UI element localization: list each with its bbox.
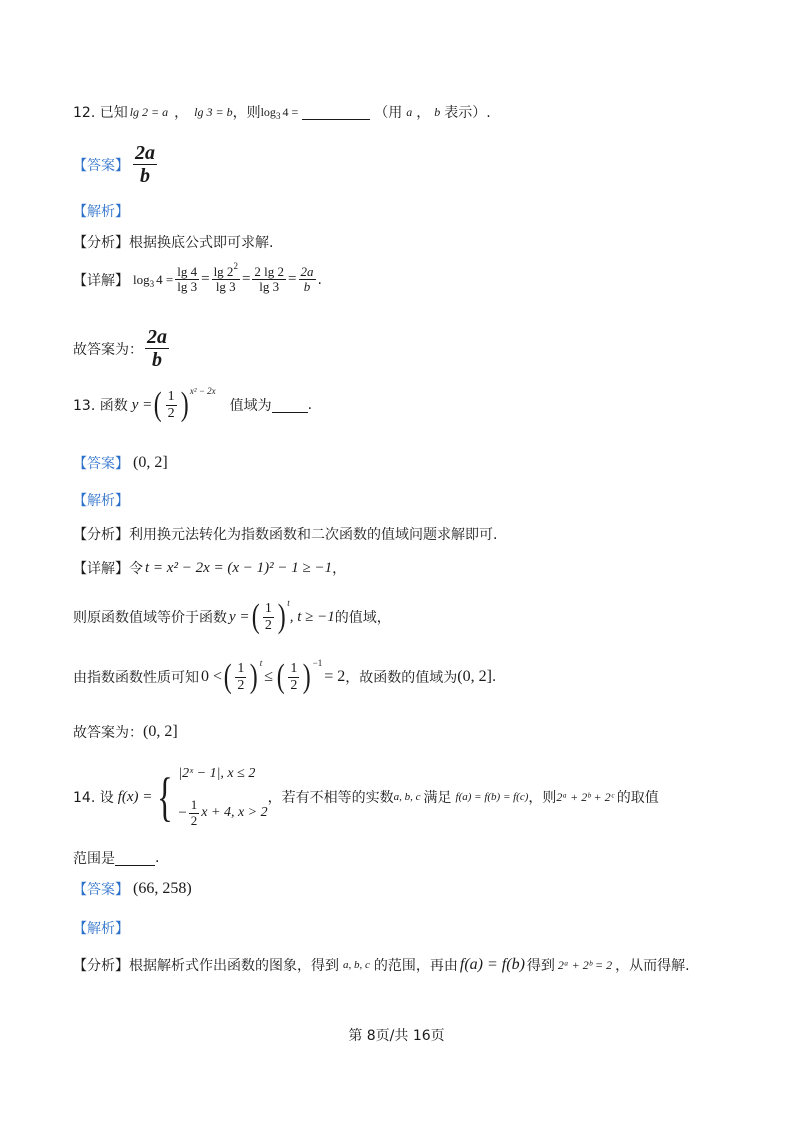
q13-line3-range: (0, 2] [457,668,492,685]
q12-final-num: 2a [147,326,167,348]
q12-question: 12. 已知 lg 2 = a ， lg 3 = b ，则 log 3 4 = （用 a ， b 表示）. [73,102,491,122]
q13-line2-half [263,601,274,633]
q14-answer-value: (66, 258) [133,880,192,897]
q12-answer-num: 2a [135,142,155,164]
q12-answer [73,142,159,187]
q13-line3-pre: 由指数函数性质可知 [73,670,199,686]
q13-detail [73,558,346,578]
q12-tail2: 表示）. [444,105,491,121]
q12-fenxi-text: 根据换底公式即可求解. [129,235,274,251]
q14-case2-post: x + 4, x > 2 [201,805,268,821]
q12-detail: 【详解】 log 3 4 = $\frac{\lg 4}{\lg 3}$ = $\frac{\lg 2^2}{\lg 3}$ = $\frac{2 \lg 2}{\lg 3}$ = $\frac{2a}{b}$ . [73,261,322,295]
q12-log: log [260,104,276,119]
q13-line2-half-den: 2 [264,617,272,633]
q13-final [73,722,178,742]
q13-line3-exp1: t [259,658,263,668]
q12-analysis-label [73,201,129,221]
q13-answer-value: (0, 2] [133,454,168,471]
q12-frac-1-num: lg 4 [177,264,198,279]
q14-analysis-label [73,918,129,938]
q14-cases [178,766,267,828]
detail-label: 【详解】 [73,561,129,577]
q13-line3-half1-num: 1 [237,661,245,677]
q14-case2-pre: − [178,804,187,821]
answer-label: 【答案】 [73,157,129,174]
analysis-label: 【解析】 [73,493,129,509]
q14-question: 14. 设 f(x) = { |2ˣ − 1|, x ≤ 2 − $\frac{1}{2}$ x + 4, x > 2 ，若有不相等的实数 a, b, c 满足 f(a) = f(b) = f(c) ，则 2ᵃ + 2ᵇ + 2ᶜ 的取值 [73,766,659,828]
detail-label: 【详解】 [73,272,129,289]
q14-mid: ，若有不相等的实数 [267,790,394,806]
q13-detail-math: t = x² − 2x = (x − 1)² − 1 ≥ −1 [145,559,333,576]
q13-blank [272,398,308,413]
q14-line2 [73,848,159,868]
q14-answer [73,879,192,899]
q13-line2-exp: t [287,598,290,608]
q13-period: . [307,397,313,413]
q14-fenxi-abc: a, b, c [343,959,370,971]
q12-frac-2 [212,261,240,295]
q12-frac-1-den: lg 3 [177,279,198,295]
q14-fx: f(x) = [117,788,153,805]
q13-line3-half2-den: 2 [290,677,298,693]
q13-number: 13. 函数 [73,398,128,414]
q13-detail-post: ， [332,561,347,577]
q13-y: y = [131,396,153,413]
q13-line3-le: ≤ [264,668,273,685]
q14-sum: 2ᵃ + 2ᵇ + 2ᶜ [556,789,614,804]
q14-fenxi-post: ，从而得解. [615,958,690,974]
q13-line3: 由指数函数性质可知 0 < ( $\frac{1}{2}$ ) t ≤ ( $\frac{1}{2}$ ) −1 = 2 ，故函数的值域为 (0, 2] . [73,658,497,695]
q12-detail-arg: 4 = [156,271,174,287]
q14-fenxi-get: 得到 [526,958,555,974]
q12-var-b: b [434,104,441,119]
q12-detail-base: 3 [149,278,155,289]
q14-case2-frac [189,798,200,828]
q13-line3-half2-num: 1 [290,661,298,677]
q12-frac-4-num: 2a [300,264,314,279]
answer-label: 【答案】 [73,882,129,898]
q12-lg2: lg 2 = a [129,104,169,119]
q12-frac-2-num: lg 2 [213,264,234,279]
q14-blank [115,851,155,866]
q12-log-arg: 4 = [282,104,299,119]
q13-final-value: (0, 2] [143,723,178,740]
q12-tail: （用 [374,105,403,121]
q12-frac-2-den: lg 3 [215,279,236,295]
q14-fenxi-mid: 的范围，再由 [373,958,458,974]
q14-satisfy: 满足 [423,790,452,806]
q14-abc: a, b, c [393,791,421,803]
q13-fenxi [73,524,497,544]
q12-log-base: 3 [275,111,281,121]
q13-question: 13. 函数 y = ( $\frac{1}{2}$ ) x² − 2x 值域为 . [73,386,313,423]
q13-line3-zero: 0 < [201,668,223,685]
q14-tail: 的取值 [616,790,659,806]
q13-line2: 则原函数值域等价于函数 y = ( $\frac{1}{2}$ ) t , t ≥ −1 的值域， [73,598,391,635]
q14-fenxi-eq: f(a) = f(b) [459,956,525,973]
q13-exponent: x² − 2x [189,386,216,396]
q14-then: ，则 [528,790,557,806]
q13-line3-mid: ，故函数的值域为 [345,670,458,686]
q12-detail-log: log [133,271,150,287]
q14-line2-text: 范围是 [73,851,115,867]
q13-analysis-label [73,490,129,510]
q14-number: 14. 设 [73,790,114,806]
q14-fenxi-sum: 2ᵃ + 2ᵇ = 2 [557,957,613,972]
q13-half-num: 1 [167,389,175,405]
analysis-label: 【解析】 [73,921,129,937]
q12-blank [302,105,370,120]
q12-frac-3 [252,265,286,295]
q13-line3-half2 [288,661,299,693]
q12-frac-3-num: 2 lg 2 [254,264,285,279]
fenxi-label: 【分析】 [73,235,129,251]
q13-fenxi-text: 利用换元法转化为指数函数和二次函数的值域问题求解即可. [129,527,498,543]
so-answer-label: 故答案为： [73,725,143,741]
q12-frac-1 [175,265,199,295]
page-footer: 第 8页/共 16页 [348,1028,445,1044]
q14-fenxi [73,955,690,975]
q12-fenxi [73,232,273,252]
q14-fenxi-pre: 根据解析式作出函数的图象，得到 [129,958,339,974]
q13-line3-exp2: −1 [312,658,323,668]
so-answer-label: 故答案为： [73,341,143,358]
fenxi-label: 【分析】 [73,527,129,543]
q13-detail-pre: 令 [129,561,143,577]
q12-frac-2-sup: 2 [233,261,238,271]
q12-frac-3-den: lg 3 [259,279,280,295]
q12-answer-frac [133,142,157,187]
q13-line2-half-num: 1 [264,601,272,617]
q13-line2-mid: , t ≥ −1 [289,608,335,625]
q14-case1: |2ˣ − 1|, x ≤ 2 [178,766,256,781]
analysis-label: 【解析】 [73,204,129,220]
q12-final-frac [145,326,169,371]
q13-text: 值域为 [229,398,272,414]
q12-lg3: lg 3 = b [194,104,233,119]
fenxi-label: 【分析】 [73,958,129,974]
q14-case2-den: 2 [190,812,198,828]
q12-frac-4 [299,265,316,295]
q13-line3-eq: = 2 [324,668,346,685]
q12-number: 12. 已知 [73,105,128,121]
q14-period: . [155,850,160,866]
answer-label: 【答案】 [73,456,129,472]
q13-line2-y: y = [229,608,250,625]
q12-final [73,326,171,371]
q12-frac-4-den: b [303,279,311,295]
q13-half-den: 2 [167,405,175,421]
q13-line2-pre: 则原函数值域等价于函数 [73,610,227,626]
q13-half [166,389,177,421]
q13-line3-half1-den: 2 [237,677,245,693]
q12-final-den: b [152,349,162,371]
q14-case2-num: 1 [190,797,198,813]
q12-answer-den: b [140,165,150,187]
q13-line3-half1 [235,661,246,693]
q14-eq: f(a) = f(b) = f(c) [455,791,529,803]
q13-answer [73,453,168,473]
q12-var-a: a [406,104,413,119]
q12-then: ，则 [232,105,261,121]
q14-case2 [178,798,267,828]
q13-line2-post: 的值域， [334,610,391,626]
